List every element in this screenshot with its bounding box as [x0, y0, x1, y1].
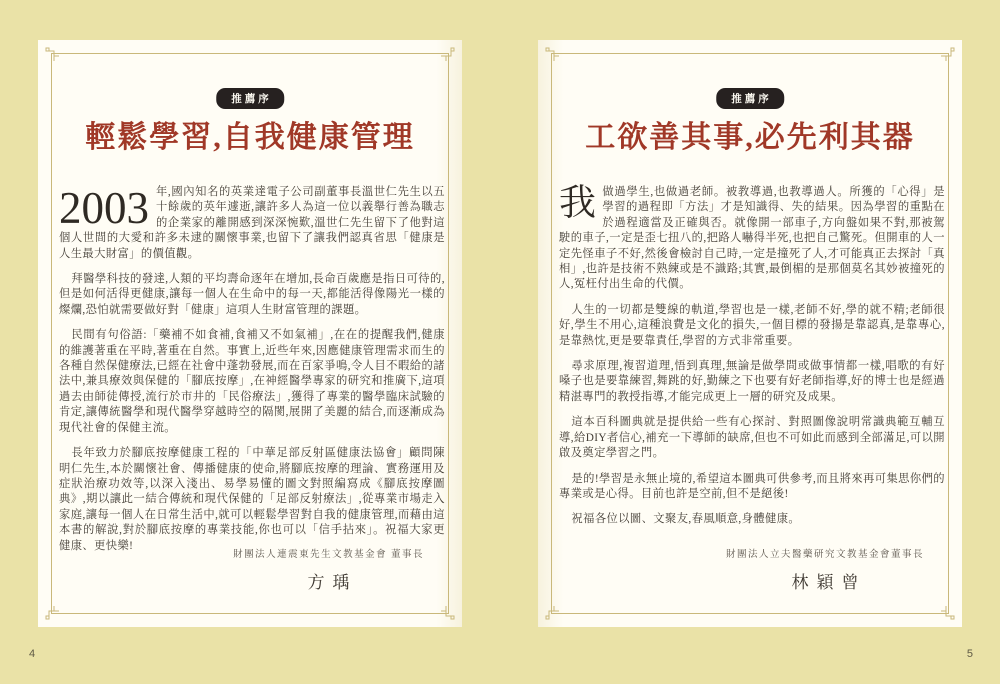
page-number-left: 4 [29, 648, 36, 660]
page-title: 輕鬆學習,自我健康管理 [85, 121, 415, 154]
signature-block [726, 546, 924, 593]
corner-ornament-icon [941, 46, 956, 61]
section-badge: 推薦序 [716, 88, 784, 109]
paragraph [59, 185, 445, 262]
corner-ornament-icon [441, 46, 456, 61]
body-text [559, 185, 945, 538]
dropcap: 我 [559, 183, 597, 224]
paragraph: 人生的一切都是雙線的軌道,學習也是一樣,老師不好,學的就不精;老師很好,學生不用心,這種浪費是文化的損失,一個目標的發揚是靠認真,是靠專心,是靠熱忱,更是要靠責任,學習的方式非常重要。 [559, 303, 945, 347]
corner-ornament-icon [544, 606, 559, 621]
signature-name: 方瑀 [307, 573, 358, 592]
corner-ornament-icon [544, 46, 559, 61]
book-page-right [538, 40, 962, 627]
paragraph: 長年致力於腳底按摩健康工程的「中華足部反射區健康法協會」顧問陳明仁先生,本於關懷社會、傳播健康的使命,將腳底按摩的理論、實務運用及症狀治療功效等,以深入淺出、易學易懂的圖文對照編寫成《腳底按摩圖典》,期以讓此一結合傳統和現代保健的「足部反射療法」,從專業市場走入家庭,讓每一個人在日常生活中,就可以輕鬆學習對自我的健康管理,而藉由這本書的解說,對於腳底按摩的專業技能,你也可以「信手拈來」。祝福大家更健康、更快樂! [59, 447, 445, 552]
corner-ornament-icon [44, 606, 59, 621]
signature-name: 林穎曾 [791, 573, 867, 592]
book-page-left [38, 40, 462, 627]
corner-ornament-icon [44, 46, 59, 61]
paragraph: 拜醫學科技的發達,人類的平均壽命逐年在增加,長命百歲應是指日可待的,但是如何活得更健康,讓每一個人在生命中的每一天,都能活得像陽光一樣的燦爛,恐怕就需要做好對「健康」這項人生財富管理的課題。 [59, 273, 445, 316]
paragraph [559, 185, 945, 293]
paragraph: 是的!學習是永無止境的,希望這本圖典可供參考,而且將來再可集思你們的專業或是心得。目前也許是空前,但不是絕後! [559, 472, 945, 500]
paragraph: 民間有句俗語:「藥補不如食補,食補又不如氣補」,在在的提醒我們,健康的維護著重在平時,著重在自然。事實上,近些年來,因應健康管理需求而生的各種自然保健療法,已經在社會中蓬勃發展,而在百家爭鳴,令人目不暇給的諸法中,兼具療效與保健的「腳底按摩」,在神經醫學專家的研究和推廣下,這項過去由師徒傳授,流行於市井的「民俗療法」,獲得了專業的醫學臨床試驗的肯定,讓傳統醫學和現代醫學穿越時空的隔閡,展開了美麗的結合,而逐漸成為現代社會的保健主流。 [59, 329, 445, 434]
signature-block [233, 546, 424, 593]
paragraph-text: 年,國內知名的英業達電子公司副董事長溫世仁先生以五十餘歲的英年遽逝,讓許多人為這一位以義舉行善為職志的企業家的離開感到深深惋歎,溫世仁先生留下了他對這個人世間的大愛和許多未逮的關懷事業,也留下了讓我們認真省思「健康是人生最大財富」的價值觀。 [59, 186, 445, 260]
corner-ornament-icon [441, 606, 456, 621]
paragraph: 祝福各位以圖、文聚友,春風順意,身體健康。 [571, 513, 801, 526]
paragraph-text: 做過學生,也做過老師。被教導過,也教導過人。所獲的「心得」是學習的過程即「方法」才是知識得、失的結果。因為學習的重點在於過程適當及正確與否。就像開一部車子,方向盤如果不對,那被駕駛的車子,一定是歪七扭八的,把路人嚇得半死,也把自己驚死。但開車的人一定先怪車子不好,然後會檢討自己時,一定是撞死了人,才可能真正去探討「真相」,也許是技術不熟練或是不識路;其實,最倒楣的是那個莫名其妙被撞死的人,冤枉付出生命的代價。 [559, 186, 945, 291]
body-text [59, 185, 445, 564]
signature-org: 財團法人立夫醫藥研究文教基金會董事長 [725, 550, 924, 560]
section-badge: 推薦序 [216, 88, 284, 109]
page-title: 工欲善其事,必先利其器 [585, 121, 915, 154]
paragraph: 尋求原理,複習道理,悟到真理,無論是做學問或做事情都一樣,唱歌的有好嗓子也是要靠練習,舞跳的好,勤練之下也要有好老師指導,好的博士也是經過精湛專門的教授指導,才能完成更上一層的研究及成果。 [559, 360, 945, 403]
signature-org: 財團法人連震東先生文教基金會 董事長 [233, 550, 424, 560]
paragraph: 這本百科圖典就是提供給一些有心探討、對照圖像說明常識典範互輔互導,給DIY者信心,補充一下導師的缺席,但也不可如此而感到全部滿足,可以開啟及奠定學習之門。 [559, 416, 945, 460]
corner-ornament-icon [941, 606, 956, 621]
dropcap: 2003 [59, 183, 149, 233]
page-number-right: 5 [966, 648, 973, 660]
